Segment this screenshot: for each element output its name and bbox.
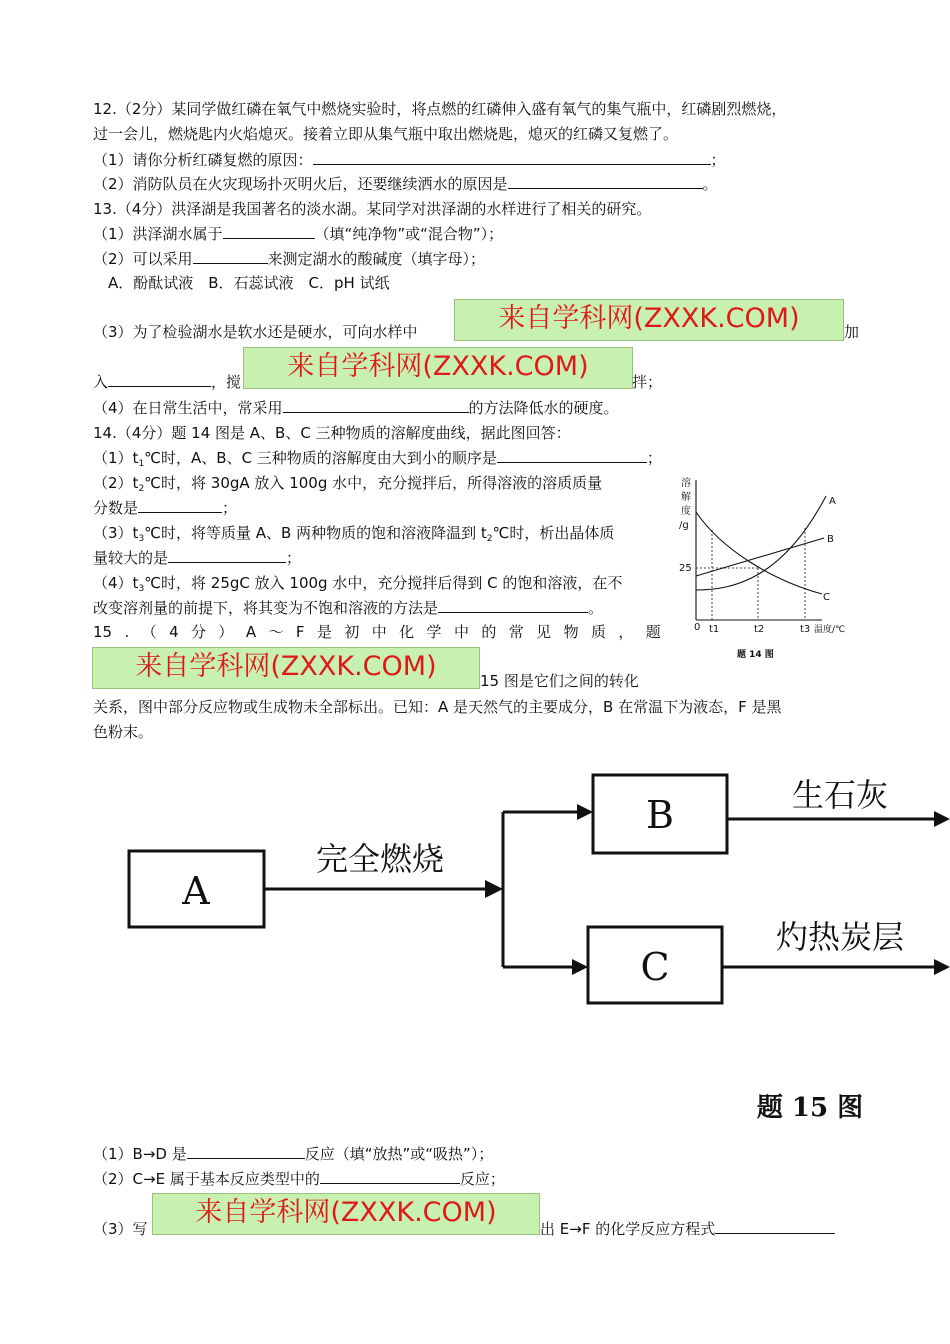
q14-part2b: 分数是 ； xyxy=(93,499,238,517)
arrowhead xyxy=(577,804,593,820)
answer-blank[interactable] xyxy=(508,174,703,189)
arrowhead xyxy=(485,880,503,898)
watermark-banner: 来自学科网(ZXXK.COM) xyxy=(243,347,633,389)
q13-part2: （2）可以采用 来测定湖水的酸碱度（填字母）； xyxy=(93,250,486,268)
answer-blank[interactable] xyxy=(313,150,711,165)
q12-part2: （2）消防队员在火灾现场扑灭明火后，还要继续洒水的原因是 。 xyxy=(93,175,718,193)
answer-blank[interactable] xyxy=(223,224,315,239)
q15-part3a: （3）写 xyxy=(93,1220,148,1238)
x-tick-t1: t1 xyxy=(709,624,720,635)
curve-c xyxy=(696,512,822,594)
q13-part1: （1）洪泽湖水属于 （填“纯净物”或“混合物”）； xyxy=(93,225,504,243)
arrowhead xyxy=(934,811,950,827)
answer-blank[interactable] xyxy=(168,548,286,563)
watermark-banner: 来自学科网(ZXXK.COM) xyxy=(454,299,844,341)
curve-label-c: C xyxy=(823,592,830,603)
q14-part3: $(3)t_3℃$时，将等质量 A、B 两种物质的饱和溶液降温到 $t_2℃$时，析出晶体质 xyxy=(93,524,615,544)
figure-caption: 题 14 图 xyxy=(737,650,774,660)
q13-part4: （4）在日常生活中，常采用 的方法降低水的硬度。 xyxy=(93,399,619,417)
q15-part3b: 出 E→F 的化学反应方程式 xyxy=(540,1219,835,1239)
answer-blank[interactable] xyxy=(320,1169,460,1184)
solubility-figure xyxy=(672,470,872,668)
answer-blank[interactable] xyxy=(715,1219,835,1234)
y-axis-label: /g xyxy=(679,520,689,531)
q12-line1: 12.（2分）某同学做红磷在氧气中燃烧实验时，将点燃的红磷伸入盛有氧气的集气瓶中，红磷剧烈燃烧， xyxy=(93,100,787,118)
q14-part4b: 改变溶剂量的前提下，将其变为不饱和溶液的方法是 。 xyxy=(93,599,604,617)
x-tick-t3: t3 xyxy=(800,624,811,635)
q15-part2: （2）C→E 属于基本反应类型中的 反应； xyxy=(93,1170,505,1188)
y-tick-25: 25 xyxy=(679,563,692,574)
x-tick-t2: t2 xyxy=(754,624,765,635)
q13-part3c: 入 ，搅 xyxy=(93,373,242,391)
origin-label: 0 xyxy=(694,622,701,633)
answer-blank[interactable] xyxy=(138,498,222,513)
y-axis-label: 度 xyxy=(681,506,691,517)
q15-line4: 色粉末。 xyxy=(93,723,154,741)
q12-line2: 过一会儿，燃烧匙内火焰熄灭。接着立即从集气瓶中取出燃烧匙，熄灭的红磷又复燃了。 xyxy=(93,125,679,143)
q15-line2: 15 图是它们之间的转化 xyxy=(480,672,639,690)
label-complete-combustion: 完全燃烧 xyxy=(315,840,445,878)
x-axis-label: 温度/℃ xyxy=(814,625,846,635)
q14-part2: $(2)t_2℃$时，将 30gA 放入 100g 水中，充分搅拌后，所得溶液的溶质质量 xyxy=(93,474,603,494)
curve-label-a: A xyxy=(829,496,836,507)
answer-blank[interactable] xyxy=(193,249,268,264)
label-c: C xyxy=(640,945,670,989)
label-quicklime: 生石灰 xyxy=(791,776,889,814)
q13-part3e: 拌； xyxy=(632,373,663,391)
label-hot-carbon-layer: 灼热炭层 xyxy=(775,918,905,956)
arrowhead xyxy=(934,959,950,975)
q14-part3b: 量较大的是 ； xyxy=(93,549,302,567)
q13-head: 13.（4分）洪泽湖是我国著名的淡水湖。某同学对洪泽湖的水样进行了相关的研究。 xyxy=(93,200,652,218)
figure-caption: 题 15 图 xyxy=(756,1093,864,1123)
y-axis-label: 溶 xyxy=(681,478,691,489)
transformation-diagram xyxy=(0,760,950,1130)
q15-part1: （1）B→D 是 反应（填“放热”或“吸热”）； xyxy=(93,1145,494,1163)
label-a: A xyxy=(182,869,210,913)
q12-part1: （1）请你分析红磷复燃的原因： ； xyxy=(93,151,726,169)
q15-line3: 关系，图中部分反应物或生成物未全部标出。已知：A 是天然气的主要成分，B 在常温下为液态，F 是黑 xyxy=(93,698,782,716)
answer-blank[interactable] xyxy=(108,372,211,387)
answer-blank[interactable] xyxy=(438,598,588,613)
answer-blank[interactable] xyxy=(187,1144,305,1159)
q15-line1: 15 . （ 4 分 ） A ～ F 是 初 中 化 学 中 的 常 见 物 质 ， 题 xyxy=(93,623,661,641)
watermark-banner: 来自学科网(ZXXK.COM) xyxy=(92,647,480,689)
q14-part1: $(1)t_1℃$时，A、B、C 三种物质的溶解度由大到小的顺序是 ； xyxy=(93,449,662,469)
watermark-banner: 来自学科网(ZXXK.COM) xyxy=(152,1193,540,1235)
arrowhead xyxy=(572,959,588,975)
q13-options: A．酚酞试液 B．石蕊试液 C．pH 试纸 xyxy=(108,274,390,292)
q14-head: 14.（4分）题 14 图是 A、B、C 三种物质的溶解度曲线，据此图回答： xyxy=(93,424,571,442)
answer-blank[interactable] xyxy=(283,398,469,413)
curve-label-b: B xyxy=(827,534,834,545)
answer-blank[interactable] xyxy=(497,448,647,463)
q13-part3b: 加 xyxy=(844,323,860,341)
q14-part4: $(4)t_3℃$时，将 25gC 放入 100g 水中，充分搅拌后得到 C 的饱和溶液，在不 xyxy=(93,574,623,594)
q13-part3a: （3）为了检验湖水是软水还是硬水，可向水样中 xyxy=(93,323,418,341)
label-b: B xyxy=(646,793,674,837)
y-axis-label: 解 xyxy=(681,492,691,503)
